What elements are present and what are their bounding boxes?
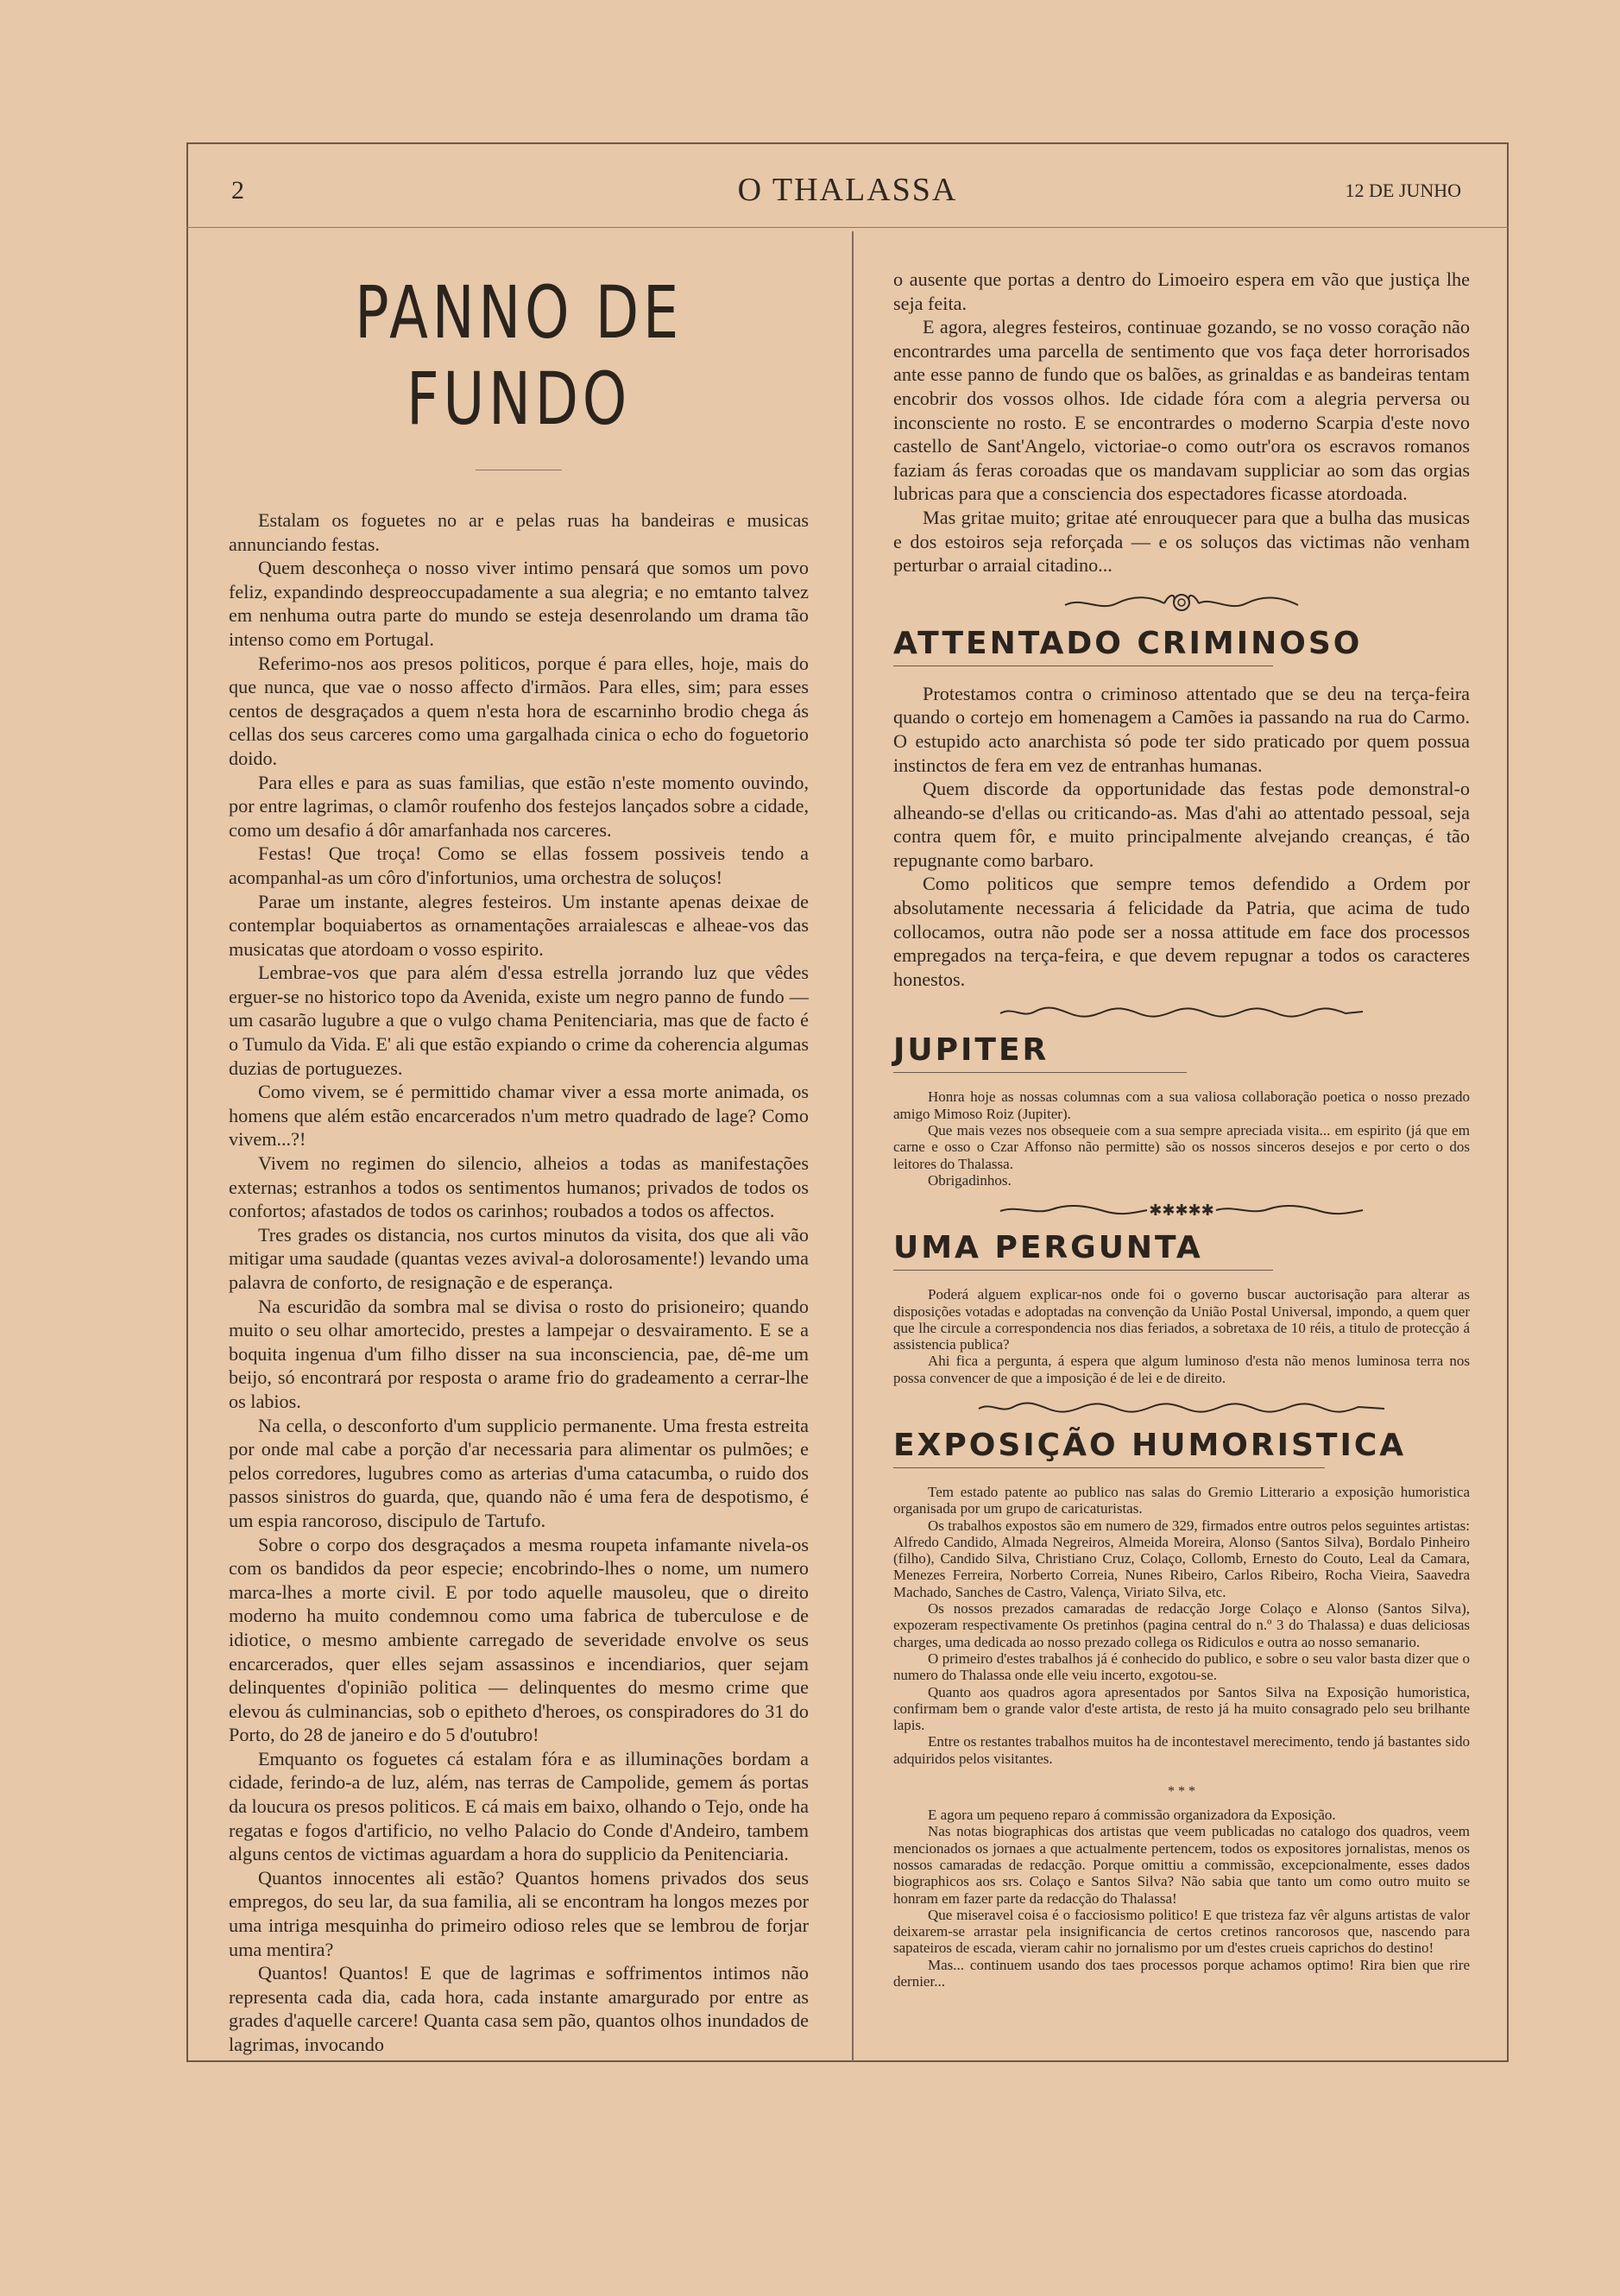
paragraph: E agora, alegres festeiros, continuae gozando, se no vosso coração não encontrardes uma parcella de sentimento que vos faça deter horrorisados ante esse panno de fundo que os balões, as grinaldas e as bandeiras tentam encobrir dos vossos olhos. Ide cidade fóra com a alegria perversa ou inconsciente no rosto. E se encontrardes o moderno Scarpia d'este novo castello de Sant'Angelo, victoriae-o como outr'ora os escravos romanos faziam ás feras coroadas que os mandavam suppliciar ao som das orgias lubricas para que a consciencia dos espectadores ficasse atordoada. [893, 316, 1470, 505]
svg-text:✱✱✱✱✱: ✱✱✱✱✱ [1149, 1202, 1214, 1221]
paragraph: Ahi fica a pergunta, á espera que algum luminoso d'esta não menos luminosa terra nos possa convencer de que a imposição é de lei e de direito. [893, 1353, 1470, 1386]
paragraph: Mas gritae muito; gritae até enrouquecer para que a bulha das musicas e dos estoiros seja reforçada — e os soluços das victimas não venham perturbar o arraial citadino... [893, 506, 1470, 577]
section-rule [893, 1072, 1187, 1073]
paragraph: Lembrae-vos que para além d'essa estrella jorrando luz que vêdes erguer-se no historico topo da Avenida, existe um negro panno de fundo — um casarão lugubre a que o vulgo chama Penitenciaria, mas que de facto é o Tumulo da Vida. E' ali que estão expiando o crime da coherencia algumas duzias de portuguezes. [229, 962, 809, 1079]
paragraph: Quem desconheça o nosso viver intimo pensará que somos um povo feliz, expandindo despreoccupadamente a sua alegria; e no emtanto talvez em nenhuma outra parte do mundo se esteja desenrolando um drama tão intenso como em Portugal. [229, 557, 809, 650]
section-body-attentado [893, 682, 1470, 992]
paragraph: Como politicos que sempre temos defendido a Ordem por absolutamente necessaria á felicidade da Patria, que acima de tudo collocamos, outra não pode ser a nossa attitude em face dos processos empregados na terça-feira, e que devem repugnar a todos os caracteres honestos. [893, 873, 1470, 990]
page-header [186, 169, 1509, 212]
section-title-exposicao: EXPOSIÇÃO HUMORISTICA [893, 1428, 1407, 1463]
page-number: 2 [231, 176, 244, 205]
paragraph: Quem discorde da opportunidade das festas pode demonstral-o alheando-se d'ellas ou criticando-as. Mas d'ahi ao attentado pessoal, seja contra quem fôr, e muito principalmente alvejando creanças, é tão repugnante como barbaro. [893, 778, 1470, 871]
ornament-stars-icon [996, 1201, 1367, 1220]
paragraph: Obrigadinhos. [928, 1171, 1012, 1189]
ornament-scroll-icon [1061, 590, 1302, 615]
section-rule [893, 1467, 1325, 1468]
section-title-pergunta: UMA PERGUNTA [893, 1230, 1203, 1266]
paragraph: Como vivem, se é permittido chamar viver a essa morte animada, os homens que além estão encarcerados n'um metro quadrado de lage? Como vivem...?! [229, 1081, 809, 1151]
paragraph: Protestamos contra o criminoso attentado que se deu na terça-feira quando o cortejo em homenagem a Camões ia passando na rua do Carmo. O estupido acto anarchista só pode ter sido praticado por quem possua instinctos de fera em vez de entranhas humanas. [893, 682, 1470, 776]
paragraph: E agora um pequeno reparo á commissão organizadora da Exposição. [928, 1807, 1336, 1824]
ornament-wave-icon [974, 1398, 1389, 1417]
section-rule [893, 1270, 1273, 1271]
section-body-jupiter [893, 1088, 1470, 1189]
article-title-panno-de-fundo: PANNO DE FUNDO [355, 270, 683, 441]
paragraph: Quantos innocentes ali estão? Quantos homens privados dos seus empregos, do seu lar, da sua familia, ali se encontram ha longos mezes por uma intriga mesquinha do primeiro odioso reles que se lembrou de forjar uma mentira? [229, 1866, 809, 1960]
article-continuation [893, 268, 1470, 577]
newspaper-title: O THALASSA [737, 172, 958, 208]
column-divider [852, 231, 854, 2061]
paragraph: Estalam os foguetes no ar e pelas ruas ha bandeiras e musicas annunciando festas. [229, 509, 809, 555]
paragraph: Quanto aos quadros agora apresentados por Santos Silva na Exposição humoristica, confirmam bem o grande valor d'este artista, de resto já ha muito consagrado pelo seu brilhante lapis. [893, 1683, 1470, 1734]
paragraph: Quantos! Quantos! E que de lagrimas e soffrimentos intimos não representa cada dia, cada hora, cada instante amargurado por entre as grades d'aquelle carcere! Quanta casa sem pão, quantos olhos inundados de lagrimas, invocando [229, 1962, 809, 2055]
paragraph: Festas! Que troça! Como se ellas fossem possiveis tendo a acompanhal-as um côro d'infortunios, uma orchestra de soluços! [229, 842, 809, 888]
paragraph: Tem estado patente ao publico nas salas do Gremio Litterario a exposição humoristica organisada por um grupo de caricaturistas. [893, 1484, 1470, 1517]
paragraph: Poderá alguem explicar-nos onde foi o governo buscar auctorisação para alterar as disposições votadas e adoptadas na convenção da União Postal Universal, impondo, a quem quer que lhe circule a correspondencia nos dias feriados, a sobretaxa de 10 réis, a titulo de protecção á assistencia publica? [893, 1286, 1470, 1353]
section-body-pergunta [893, 1286, 1470, 1386]
paragraph: Referimo-nos aos presos politicos, porque é para elles, hoje, mais do que nunca, que vae o nosso affecto d'irmãos. Para elles, sim; para esses centos de desgraçados a quem n'esta hora de escarninho brodio chega ás cellas dos seus carceres como uma gargalhada cinica o echo do foguetorio doido. [229, 652, 809, 769]
paragraph: o ausente que portas a dentro do Limoeiro espera em vão que justiça lhe seja feita. [893, 268, 1470, 314]
header-rule [186, 227, 1509, 228]
ornament-wave-icon [996, 1003, 1367, 1022]
paragraph: Vivem no regimen do silencio, alheios a todas as manifestações externas; estranhos a todos os sentimentos humanos; privados de todos os confortos; afastados de todos os carinhos; roubados a todos os affectos. [229, 1152, 809, 1222]
paragraph: Tres grades os distancia, nos curtos minutos da visita, dos que ali vão mitigar uma saudade (quantas vezes avival-a dolorosamente!) levando uma palavra de conforto, de resignação e de esperança. [229, 1223, 809, 1293]
section-title-attentado: ATTENTADO CRIMINOSO [893, 625, 1363, 661]
paragraph: Mas... continuem usando dos taes processos porque achamos optimo! Rira bien que rire dernier... [893, 1956, 1470, 1990]
section-body-exposicao [893, 1484, 1470, 1990]
paragraph: Que mais vezes nos obsequeie com a sua sempre apreciada visita... em espirito (já que em carne e osso o Czar Affonso não permitte) são os nossos sinceros desejos e por certo o dos leitores do Thalassa. [893, 1122, 1470, 1172]
article-body-panno-de-fundo [229, 508, 809, 2057]
right-column [893, 268, 1470, 1990]
paragraph: Para elles e para as suas familias, que estão n'este momento ouvindo, por entre lagrimas, o clamôr roufenho dos festejos lançados sobre a cidade, como um desafio á dôr amarfanhada nos carceres. [229, 771, 809, 841]
separator-asterisks: * * * [1168, 1784, 1195, 1800]
paragraph: Os trabalhos expostos são em numero de 329, firmados entre outros pelos seguintes artistas: Alfredo Candido, Almada Negreiros, Almeida Moreira, Alonso (Santos Silva), Bordalo Pinheiro (filho), Candido Silva, Christiano Cruz, Colaço, Collomb, Ernesto do Couto, Leal da Camara, Menezes Ferreira, Norberto Correia, Nunes Ribeiro, Carlos Ribeiro, Rocha Vieira, Saavedra Machado, Sanches de Castro, Valença, Viriato Silva, etc. [893, 1517, 1470, 1600]
paragraph: Nas notas biographicas dos artistas que veem publicadas no catalogo dos quadros, veem mencionados os jornaes a que actualmente pertencem, todos os expositores jornalistas, menos os nossos camaradas de redacção. Porque omittiu a commissão, excepcionalmente, esses dados biographicos aos srs. Colaço e Santos Silva? Não sabia que tanto um como outro muito se honram em fazer parte da redacção do Thalassa! [893, 1823, 1470, 1907]
paragraph: Que miseravel coisa é o facciosismo politico! E que tristeza faz vêr alguns artistas de valor deixarem-se arrastar pela insignificancia de certos cretinos rancorosos que, nascendo para sapateiros de escada, vieram cahir no jornalismo por um d'estes crueis caprichos do destino! [893, 1906, 1470, 1957]
left-column [229, 242, 809, 2057]
paragraph: Na escuridão da sombra mal se divisa o rosto do prisioneiro; quando muito o seu olhar amortecido, prestes a lampejar o desvairamento. E se a boquita ingenua d'um filho disser na sua inconsciencia, pae, dê-me um beijo, só encontrará por resposta o arame frio do gradeamento a cerrar-lhe os labios. [229, 1295, 809, 1412]
paragraph: Na cella, o desconforto d'um supplicio permanente. Uma fresta estreita por onde mal cabe a porção d'ar necessaria para alimentar os pulmões; e pelos corredores, lugubres como as arterias d'uma catacumba, o ruido dos passos sinistros do guarda, que, quando não é uma fera de despotismo, é um espia rancoroso, discipulo de Tartufo. [229, 1414, 809, 1531]
paragraph: Sobre o corpo dos desgraçados a mesma roupeta infamante nivela-os com os bandidos da peor especie; encobrindo-lhes o nome, um numero marca-lhes a morte civil. E por todo aquelle mausoleu, que o direito moderno ha muito condemnou como uma fabrica de tuberculose e de idiotice, o mesmo ambiente carregado de severidade envolve os seus encarcerados, quer elles sejam assassinos e incendiarios, quer sejam delinquentes d'opinião politica — delinquentes do mesmo crime que elevou ás culminancias, sob o epitheto d'heroes, os conspiradores do 31 do Porto, do 28 de janeiro e do 5 d'outubro! [229, 1533, 809, 1746]
issue-date: 12 DE JUNHO [1345, 180, 1461, 201]
paragraph: O primeiro d'estes trabalhos já é conhecido do publico, e sobre o seu valor basta dizer que o numero do Thalassa onde elle veiu incerto, exgotou-se. [893, 1649, 1470, 1684]
paragraph: Os nossos prezados camaradas de redacção Jorge Colaço e Alonso (Santos Silva), expozeram respectivamente Os pretinhos (pagina central do n.º 3 do Thalassa) e duas deliciosas charges, uma dedicada ao nosso prezado collega os Ridiculos e outra ao nosso semanario. [893, 1600, 1470, 1650]
section-rule [893, 665, 1273, 666]
paragraph: Entre os restantes trabalhos muitos ha de incontestavel merecimento, tendo já bastantes sido adquiridos pelos visitantes. [893, 1733, 1470, 1767]
section-title-jupiter: JUPITER [893, 1032, 1050, 1069]
paragraph: Honra hoje as nossas columnas com a sua valiosa collaboração poetica o nosso prezado amigo Mimoso Roiz (Jupiter). [893, 1088, 1470, 1122]
paragraph: Emquanto os foguetes cá estalam fóra e as illuminações bordam a cidade, ferindo-a de luz, além, nas terras de Campolide, gemem ás portas da loucura os presos politicos. E cá mais em baixo, olhando o Tejo, onde ha regatas e fogos d'artificio, no velho Palacio do Conde d'Andeiro, tambem alguns centos de victimas aguardam a hora do supplicio da Penitenciaria. [229, 1747, 809, 1865]
paragraph: Parae um instante, alegres festeiros. Um instante apenas deixae de contemplar boquiabertos as ornamentações arraialescas e alheae-vos das musicatas que atordoam o vosso espirito. [229, 890, 809, 960]
